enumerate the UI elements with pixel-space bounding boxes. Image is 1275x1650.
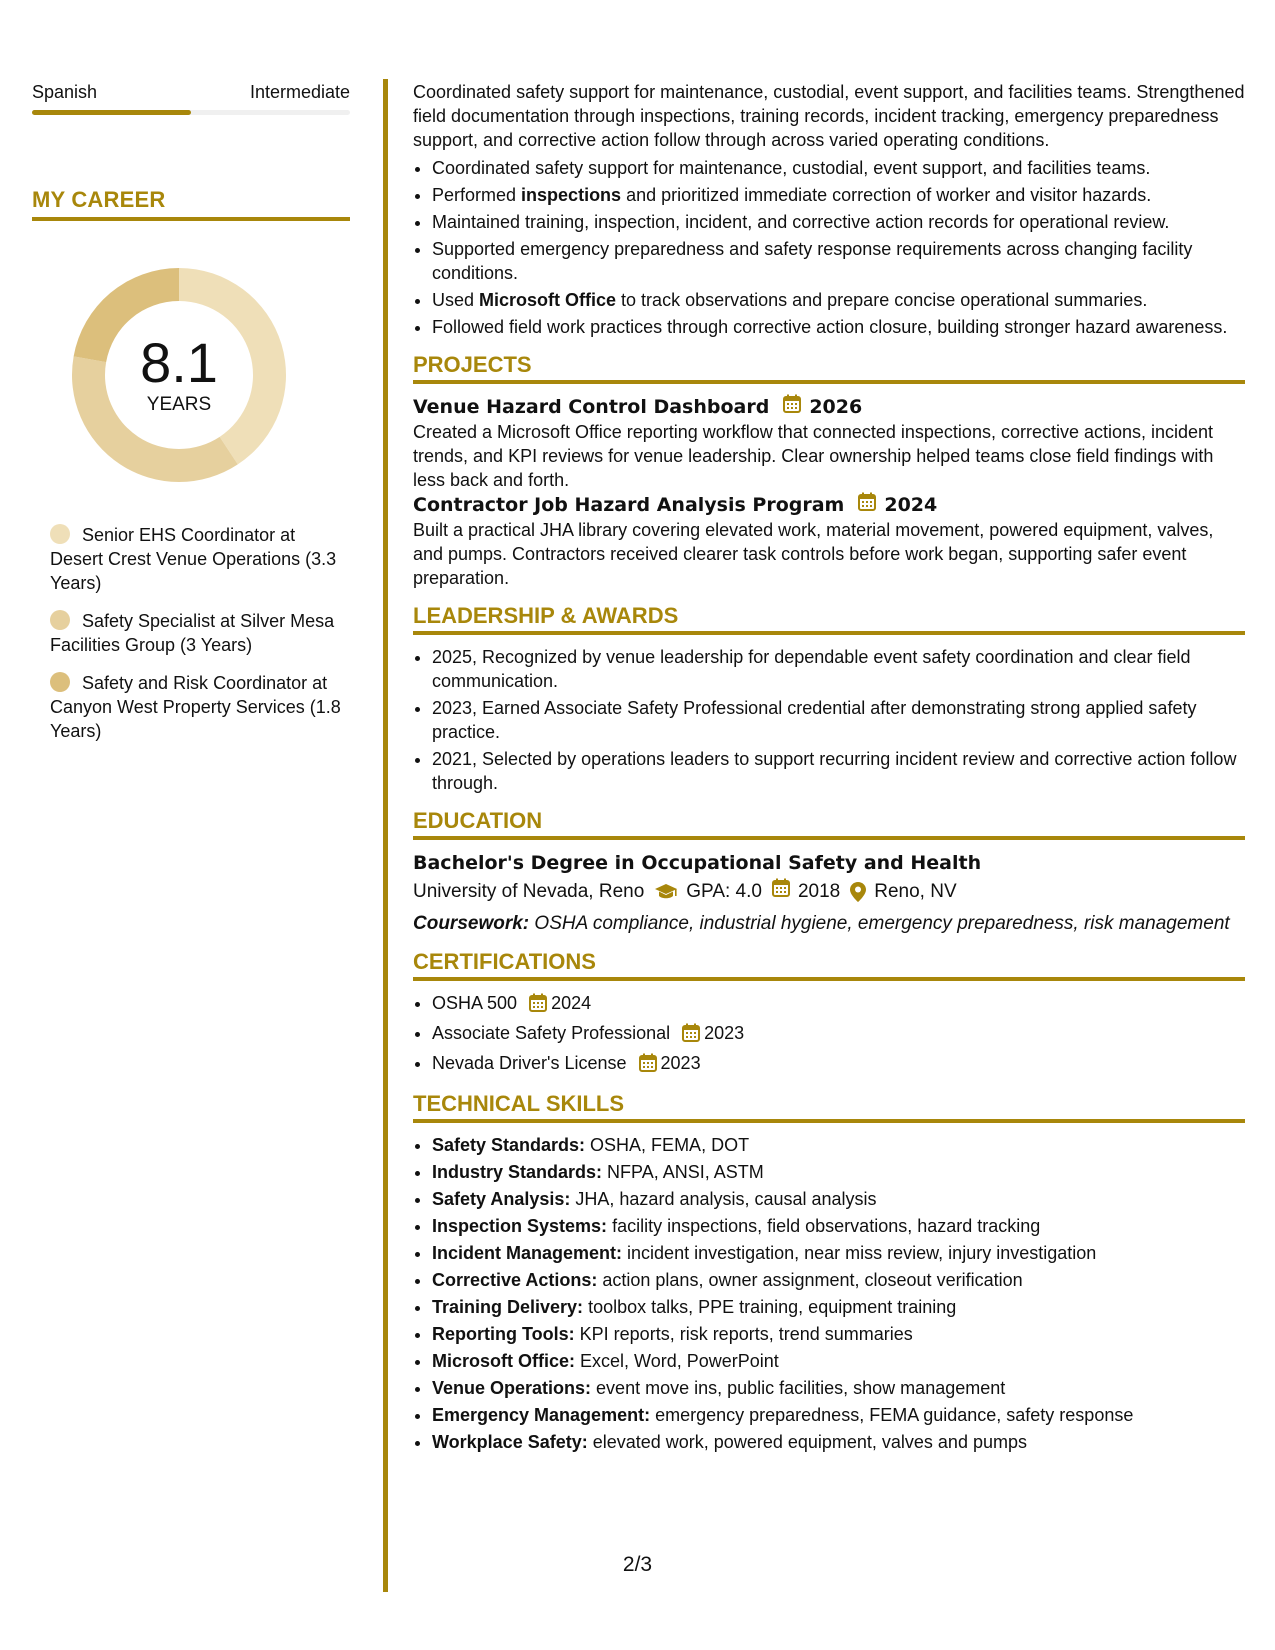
award-item: • 2023, Earned Associate Safety Professional credential after demonstrating strong applied safety practice. xyxy=(432,696,1245,744)
skills-list xyxy=(413,1133,1245,1454)
project-header xyxy=(413,394,1245,420)
experience-bullets xyxy=(413,156,1245,339)
skill-values: elevated work, powered equipment, valves and pumps xyxy=(587,1432,1027,1452)
awards-list xyxy=(413,645,1245,795)
career-role-text: Senior EHS Coordinator at Desert Crest Venue Operations (3.3 Years) xyxy=(50,525,337,593)
project-description: Built a practical JHA library covering elevated work, material movement, powered equipment, valves, and pumps. Contractors received clearer task controls before work began, supporting safer event preparation. xyxy=(413,520,1214,588)
page-number: 2/3 xyxy=(622,1553,653,1576)
skill-category: Incident Management: xyxy=(432,1243,623,1263)
legend-dot-icon xyxy=(50,610,70,630)
column-divider xyxy=(383,79,388,1592)
language-proficiency-bar xyxy=(32,110,350,115)
skill-values: action plans, owner assignment, closeout verification xyxy=(597,1270,1023,1290)
location-pin-icon xyxy=(850,882,866,902)
language-proficiency-fill xyxy=(32,110,191,115)
experience-bullet xyxy=(432,183,1245,207)
skill-item xyxy=(432,1295,1245,1319)
skill-category: Reporting Tools: xyxy=(432,1324,575,1344)
calendar-icon xyxy=(772,878,790,906)
bullet-text-rest: and prioritized immediate correction of worker and visitor hazards. xyxy=(621,185,1152,205)
bullet-text: Used xyxy=(432,290,480,310)
education-details xyxy=(413,878,1245,906)
right-column xyxy=(413,80,1245,1457)
donut-center xyxy=(67,263,291,487)
skill-category: Venue Operations: xyxy=(432,1378,592,1398)
calendar-icon xyxy=(682,1023,700,1048)
experience-summary: Coordinated safety support for maintenance, custodial, event support, and facilities teams. Strengthened field documentation through inspections, training records, incident tracking, emergency preparedness support, and corrective action follow through across varied operating conditions. xyxy=(413,82,1245,150)
skill-values: emergency preparedness, FEMA guidance, safety response xyxy=(650,1405,1134,1425)
certifications-heading: CERTIFICATIONS xyxy=(413,950,1245,981)
skill-values: OSHA, FEMA, DOT xyxy=(585,1135,750,1155)
skill-category: Inspection Systems: xyxy=(432,1216,608,1236)
school-location: Reno, NV xyxy=(874,881,957,902)
career-role-3 xyxy=(50,671,350,743)
calendar-icon xyxy=(858,492,876,518)
skill-item xyxy=(432,1430,1245,1454)
skill-category: Emergency Management: xyxy=(432,1405,651,1425)
project-year: 2024 xyxy=(884,494,938,516)
skill-item xyxy=(432,1376,1245,1400)
career-total-years: 8.1 xyxy=(140,331,218,394)
bullet-text-rest: to track observations and prepare concise operational summaries. xyxy=(616,290,1148,310)
skill-category: Workplace Safety: xyxy=(432,1432,588,1452)
skill-item xyxy=(432,1403,1245,1427)
bullet-keyword: inspections xyxy=(521,185,622,205)
graduation-cap-icon xyxy=(654,883,678,901)
certification-year: 2024 xyxy=(551,993,592,1013)
certification-name: Nevada Driver's License xyxy=(432,1053,627,1073)
skill-item xyxy=(432,1214,1245,1238)
career-total-unit: YEARS xyxy=(146,394,212,415)
projects-list xyxy=(413,394,1245,590)
skill-category: Corrective Actions: xyxy=(432,1270,598,1290)
skill-item xyxy=(432,1322,1245,1346)
skill-values: JHA, hazard analysis, causal analysis xyxy=(570,1189,877,1209)
skill-category: Safety Analysis: xyxy=(432,1189,571,1209)
project-description: Created a Microsoft Office reporting workflow that connected inspections, corrective actions, incident trends, and KPI reviews for venue leadership. Clear ownership helped teams close field findings with less back and forth. xyxy=(413,422,1214,490)
skills-heading: TECHNICAL SKILLS xyxy=(413,1092,1245,1123)
coursework xyxy=(413,912,1245,936)
career-role-text: Safety and Risk Coordinator at Canyon West Property Services (1.8 Years) xyxy=(50,673,341,741)
skill-category: Safety Standards: xyxy=(432,1135,586,1155)
experience-bullet xyxy=(432,237,1245,285)
skill-values: KPI reports, risk reports, trend summaries xyxy=(574,1324,913,1344)
experience-bullet xyxy=(432,156,1245,180)
education-heading: EDUCATION xyxy=(413,809,1245,840)
certification-name: Associate Safety Professional xyxy=(432,1023,671,1043)
coursework-text: OSHA compliance, industrial hygiene, emergency preparedness, risk management xyxy=(529,913,1230,934)
skill-category: Microsoft Office: xyxy=(432,1351,576,1371)
project-title: Venue Hazard Control Dashboard xyxy=(413,396,770,418)
skill-values: event move ins, public facilities, show management xyxy=(591,1378,1006,1398)
calendar-icon xyxy=(639,1053,657,1078)
skill-item xyxy=(432,1349,1245,1373)
career-role-1 xyxy=(50,523,350,595)
skill-values: NFPA, ANSI, ASTM xyxy=(602,1162,764,1182)
degree-title: Bachelor's Degree in Occupational Safety and Health xyxy=(413,852,982,874)
gpa: GPA: 4.0 xyxy=(686,881,762,902)
experience-bullet xyxy=(432,288,1245,312)
project-header xyxy=(413,492,1245,518)
bullet-text: Coordinated safety support for maintenance, custodial, event support, and facilities teams. xyxy=(432,158,1151,178)
language-level: Intermediate xyxy=(249,82,350,102)
certifications-list xyxy=(413,991,1245,1078)
skill-category: Industry Standards: xyxy=(432,1162,603,1182)
certification-item xyxy=(432,1021,1245,1048)
career-donut-chart xyxy=(67,263,291,487)
certification-item xyxy=(432,991,1245,1018)
bullet-text: Followed field work practices through corrective action closure, building stronger hazard awareness. xyxy=(432,317,1228,337)
left-column xyxy=(32,80,350,757)
language-row xyxy=(32,80,350,104)
language-name: Spanish xyxy=(32,82,98,102)
bullet-text: Supported emergency preparedness and safety response requirements across changing facility conditions. xyxy=(432,239,1193,283)
calendar-icon xyxy=(529,993,547,1018)
skill-values: incident investigation, near miss review, injury investigation xyxy=(622,1243,1097,1263)
calendar-icon xyxy=(783,394,801,420)
skill-item xyxy=(432,1241,1245,1265)
skill-values: Excel, Word, PowerPoint xyxy=(575,1351,779,1371)
skill-item xyxy=(432,1160,1245,1184)
experience-bullet xyxy=(432,210,1245,234)
skill-item xyxy=(432,1268,1245,1292)
graduation-year: 2018 xyxy=(797,881,841,902)
bullet-text: Performed xyxy=(432,185,522,205)
school-name: University of Nevada, Reno xyxy=(413,881,645,902)
projects-heading: PROJECTS xyxy=(413,353,1245,384)
bullet-keyword: Microsoft Office xyxy=(479,290,617,310)
legend-dot-icon xyxy=(50,672,70,692)
certification-name: OSHA 500 xyxy=(432,993,518,1013)
certification-year: 2023 xyxy=(704,1023,745,1043)
bullet-text: Maintained training, inspection, incident, and corrective action records for operational review. xyxy=(432,212,1170,232)
legend-dot-icon xyxy=(50,524,70,544)
skill-values: toolbox talks, PPE training, equipment training xyxy=(583,1297,957,1317)
skill-item xyxy=(432,1133,1245,1157)
career-role-text: Safety Specialist at Silver Mesa Facilities Group (3 Years) xyxy=(50,611,335,655)
experience-bullet xyxy=(432,315,1245,339)
certification-item xyxy=(432,1051,1245,1078)
coursework-label: Coursework: xyxy=(413,913,530,934)
project-year: 2026 xyxy=(809,396,863,418)
certification-year: 2023 xyxy=(660,1053,701,1073)
project-title: Contractor Job Hazard Analysis Program xyxy=(413,494,845,516)
skill-values: facility inspections, field observations, hazard tracking xyxy=(607,1216,1041,1236)
skill-category: Training Delivery: xyxy=(432,1297,584,1317)
award-item: • 2025, Recognized by venue leadership for dependable event safety coordination and clear field communication. xyxy=(432,645,1245,693)
career-heading: MY CAREER xyxy=(32,187,350,221)
career-legend xyxy=(32,523,350,743)
skill-item xyxy=(432,1187,1245,1211)
awards-heading: LEADERSHIP & AWARDS xyxy=(413,604,1245,635)
award-item: • 2021, Selected by operations leaders to support recurring incident review and corrective action follow through. xyxy=(432,747,1245,795)
career-role-2 xyxy=(50,609,350,657)
